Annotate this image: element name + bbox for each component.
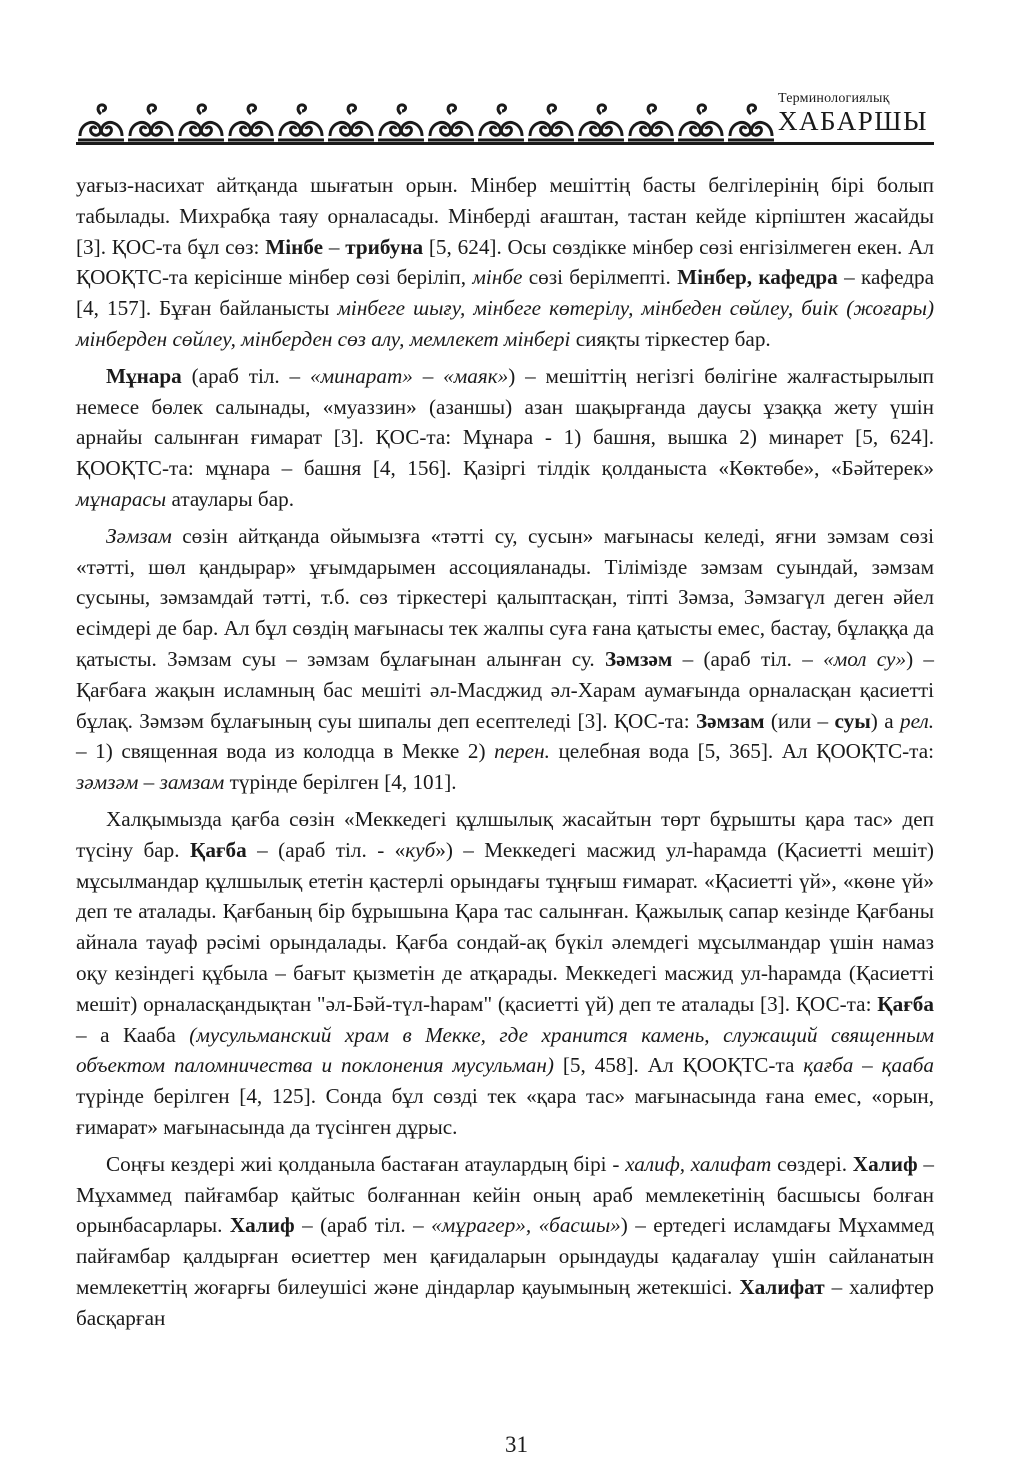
text-run: ) – ертедегі исламдағы Мұхаммед пайғамбар қалдырған өсиеттер мен қағидаларын орындауды қадағалау үшін сайланатын мемлекеттің жоғарғы билеушісі және діндарлар қауымының жетекшісі. [76,1213,934,1299]
text-run: сөзін айтқанда ойымызға «тәтті су, сусын» мағынасы келеді, яғни зәмзам сөзі «тәтті, шөл қандырар» ұғымдарымен ассоцияланады. Тілімізде зәмзам суындай, зәмзам сусыны, зәмзамдай тәтті, т.б. сөз тіркестері қалыптасқан, тіпті Зәмза, Зәмзагүл деген әйел есімдері де бар. Ал бұл сөздің мағынасы тек жалпы суға ғана қатысты емес, бастау, бұлаққа да қатысты. Зәмзам суы – зәмзам бұлағынан алынған су. [76,523,934,671]
italic-text: куб [405,837,436,862]
text-run: (или – [764,708,835,733]
text-run: атаулары бар. [166,486,295,511]
italic-text: «мұрагер», «басшы» [431,1213,621,1238]
text-run: – (араб тіл. – [294,1213,432,1238]
journal-header [76,92,934,146]
text-run: – (араб тіл. - « [246,837,406,862]
bold-term: Зәмзәм [604,646,673,671]
page-number: 31 [505,1432,528,1457]
italic-text: мұнарасы [76,486,167,511]
bold-term: Халиф [852,1151,918,1176]
italic-text: перен. [494,739,550,764]
bold-term: Мінбер, кафедра [677,265,838,290]
text-run: – (араб тіл. – [672,646,824,671]
paragraph [76,804,934,1143]
bold-term: Мінбе [265,234,324,259]
header-divider [76,142,934,145]
text-run: түрінде берілген [4, 125]. Сонда бұл сөзді тек «қара тас» мағынасында ғана емес, «орын, ғимарат» мағынасында да түсінген дұрыс. [76,1084,934,1139]
bold-term: Халифат [739,1274,825,1299]
italic-text: зәмзәм – замзам [76,770,225,795]
paragraph [76,1149,934,1334]
paragraph [76,170,934,355]
text-run: [5, 624]. Осы сөздікке мінбер сөзі енгізілмеген екен. Ал ҚООҚТС-та керісінше мінбер сөзі беріліп, [76,234,935,290]
text-run: ) а [870,708,900,733]
text-run: – халифтер басқарған [76,1274,934,1330]
text-run: [5, 458]. Ал ҚООҚТС-та [553,1053,804,1078]
italic-text: рел. [899,708,934,733]
text-run: – а Кааба [76,1022,190,1047]
text-run: түрінде берілген [4, 101]. [224,770,457,795]
ornamental-border-icon [76,100,776,144]
journal-title-small: Терминологиялық [778,91,890,106]
article-body [76,170,934,1333]
italic-text: (мусульманский храм в Мекке, где хранится камень, служащий священным объектом паломничества и поклонения мусульман) [76,1022,934,1078]
text-run: целебная вода [5, 365]. Ал ҚООҚТС-та: [549,739,934,764]
text-run: – 1) священная вода из колодца в Мекке 2) [76,739,495,764]
text-run: сөзі берілмепті. [522,265,678,290]
bold-term: Халиф [229,1213,295,1238]
text-run: сияқты тіркестер бар. [570,326,771,351]
text-run: сөздері. [771,1151,853,1176]
bold-term: суы [834,708,871,733]
text-run: (араб тіл. – [181,363,310,388]
text-run: уағыз-насихат айтқанда шығатын орын. Мінбер мешіттің басты белгілерінің бірі болып табылады. Михрабқа таяу орналасады. Мінберді ағаштан, тастан кейде кірпіштен жасайды [3]. ҚОС-та бұл сөз: [76,173,934,259]
italic-text: халиф, халифат [625,1151,772,1176]
text-run: ») – Меккедегі масжид ул-һарамда (Қасиетті мешіт) мұсылмандар құлшылық ететін қастерлі орындағы тұңғыш ғимарат. «Қасиетті үй», «көне үй» деп те аталады. Қағбаның бір бұрышына Қара тас салынған. Қажылық сапар кезінде Қағбаны айнала тауаф рәсімі орындалады. Қағба сондай-ақ бүкіл әлемдегі мұсылмандар үшін намаз оқу кезіндегі құбыла – бағыт қызметін де атқарады. Меккедегі масжид ул-һарамда (Қасиетті мешіт) орналасқандықтан "әл-Бәй-түл-һарам" (қасиетті үй) деп те аталады [3]. ҚОС-та: [76,837,934,1016]
bold-term: Қағба [189,837,247,862]
italic-text: «мол су» [823,646,907,671]
italic-text: «минарат» – «маяк» [309,363,509,388]
journal-title [778,92,928,135]
bold-term: Қағба [877,991,934,1016]
text-run: ) – Қағбаға жақын исламның бас мешіті әл-Масджид әл-Харам аумағында орналасқан қасиетті бұлақ. Зәмзәм бұлағының суы шипалы деп есептеледі [3]. ҚОС-та: [76,646,934,733]
text-run: Соңғы кездері жиі қолданыла бастаған атаулардың бірі - [106,1151,626,1176]
text-run: – кафедра [4, 157]. Бұған байланысты [76,265,934,321]
italic-text: қағба – қааба [803,1053,934,1078]
italic-text: мінбе [472,265,523,290]
text-run: ) – мешіттің негізгі бөлігіне жалғастырылып немесе бөлек салынады, «муаззин» (азаншы) азан шақырғанда даусы ұзаққа жету үшін арнайы салынған ғимарат [3]. ҚОС-та: Мұнара - 1) башня, вышка 2) минарет [5, 624]. ҚООҚТС-та: мұнара – башня [4, 156]. Қазіргі тілдік қолданыста «Көктөбе», «Бәйтерек» [76,363,934,481]
bold-term: Мұнара [106,363,182,388]
text-run: – [323,234,346,259]
text-run: Халқымызда қағба сөзін «Меккедегі құлшылық жасайтын төрт бұрышты қара тас» деп түсіну бар. [76,806,934,862]
bold-term: трибуна [345,234,424,259]
text-run: – Мұхаммед пайғамбар қайтыс болғаннан кейін оның араб мемлекетінің басшысы болған орынбасарлары. [76,1151,934,1238]
italic-text: мінбеге шығу, мінбеге көтерілу, мінбеден сөйлеу, биік (жоғары) мінберден сөйлеу, мінберден сөз алу, мемлекет мінбері [76,296,934,351]
paragraph [76,361,934,515]
journal-title-big: ХАБАРШЫ [778,106,928,136]
paragraph [76,521,934,798]
italic-text: Зәмзам [106,523,172,548]
bold-term: Зәмзам [695,708,765,733]
